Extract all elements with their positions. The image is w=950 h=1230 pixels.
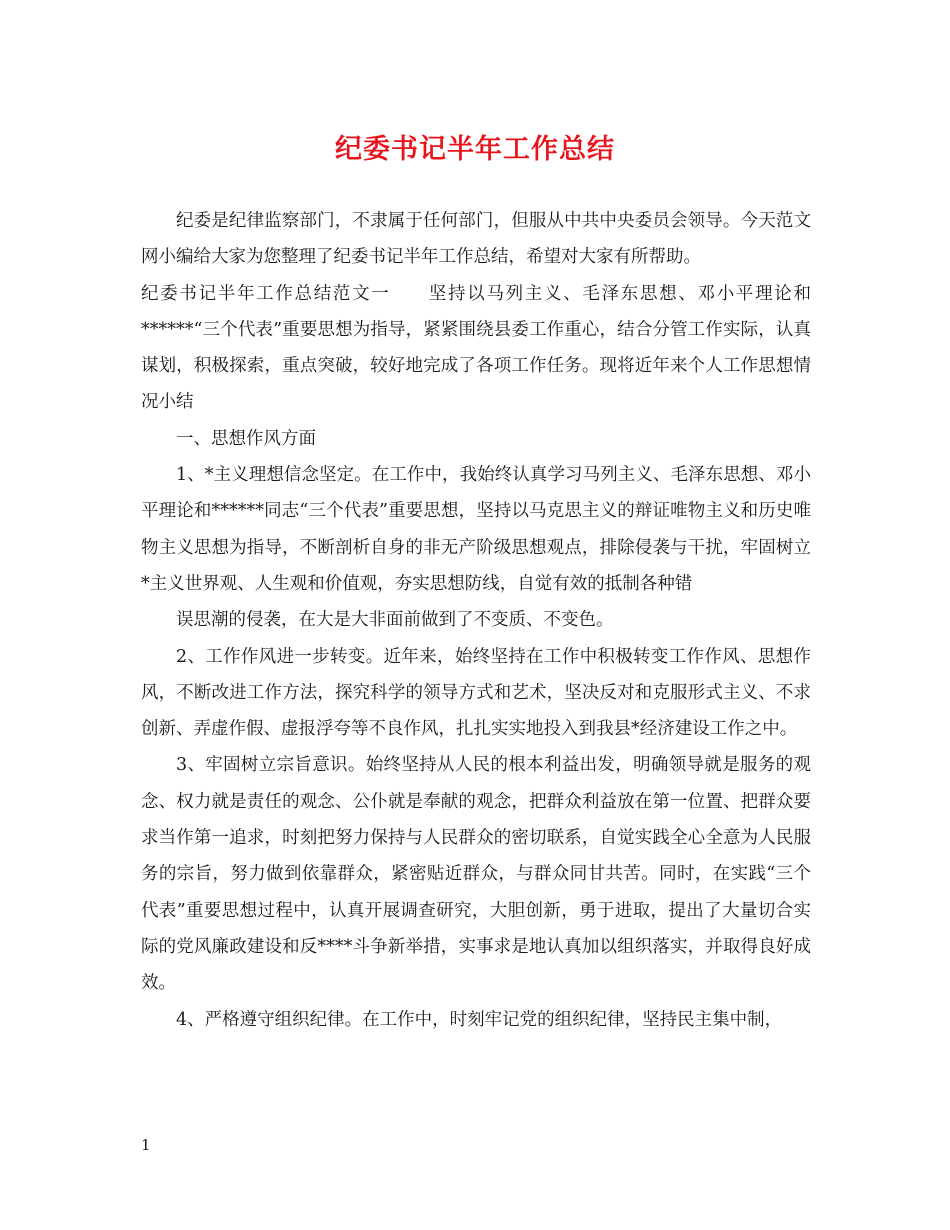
sample-intro-paragraph: 纪委书记半年工作总结范文一 坚持以马列主义、毛泽东思想、邓小平理论和******“三个代表”重要思想为指导，紧紧围绕县委工作重心，结合分管工作实际，认真谋划，积极探索，重点突破，较好地完成了各项工作任务。现将近年来个人工作思想情况小结	[141, 283, 811, 413]
body-paragraph: 4、严格遵守组织纪律。在工作中，时刻牢记党的组织纪律，坚持民主集中制，	[176, 1009, 783, 1030]
document-title: 纪委书记半年工作总结	[335, 134, 615, 165]
body-paragraph: 3、牢固树立宗旨意识。始终坚持从人民的根本利益出发，明确领导就是服务的观念、权力就是责任的观念、公仆就是奉献的观念，把群众利益放在第一位置、把群众要求当作第一追求，时刻把努力保持与人民群众的密切联系，自觉实践全心全意为人民服务的宗旨，努力做到依靠群众，紧密贴近群众，与群众同甘共苦。同时，在实践“三个代表”重要思想过程中，认真开展调查研究，大胆创新，勇于进取，提出了大量切合实际的党风廉政建设和反****斗争新举措，实事求是地认真加以组织落实，并取得良好成效。	[141, 755, 811, 994]
section-heading: 一、思想作风方面	[176, 428, 316, 449]
body-paragraph: 1、*主义理想信念坚定。在工作中，我始终认真学习马列主义、毛泽东思想、邓小平理论和******同志“三个代表”重要思想，坚持以马克思主义的辩证唯物主义和历史唯物主义思想为指导，不断剖析自身的非无产阶级思想观点，排除侵袭与干扰，牢固树立*主义世界观、人生观和价值观，夯实思想防线，自觉有效的抵制各种错	[141, 465, 811, 594]
page-number: 1	[141, 1136, 151, 1154]
body-paragraph: 误思潮的侵袭，在大是大非面前做到了不变质、不变色。	[176, 610, 614, 631]
intro-paragraph: 纪委是纪律监察部门，不隶属于任何部门，但服从中共中央委员会领导。今天范文网小编给大家为您整理了纪委书记半年工作总结，希望对大家有所帮助。	[141, 211, 811, 268]
body-paragraph: 2、工作作风进一步转变。近年来，始终坚持在工作中积极转变工作作风、思想作风，不断改进工作方法，探究科学的领导方式和艺术，坚决反对和克服形式主义、不求创新、弄虚作假、虚报浮夸等不良作风，扎扎实实地投入到我县*经济建设工作之中。	[141, 646, 811, 740]
document-body	[141, 203, 811, 1038]
